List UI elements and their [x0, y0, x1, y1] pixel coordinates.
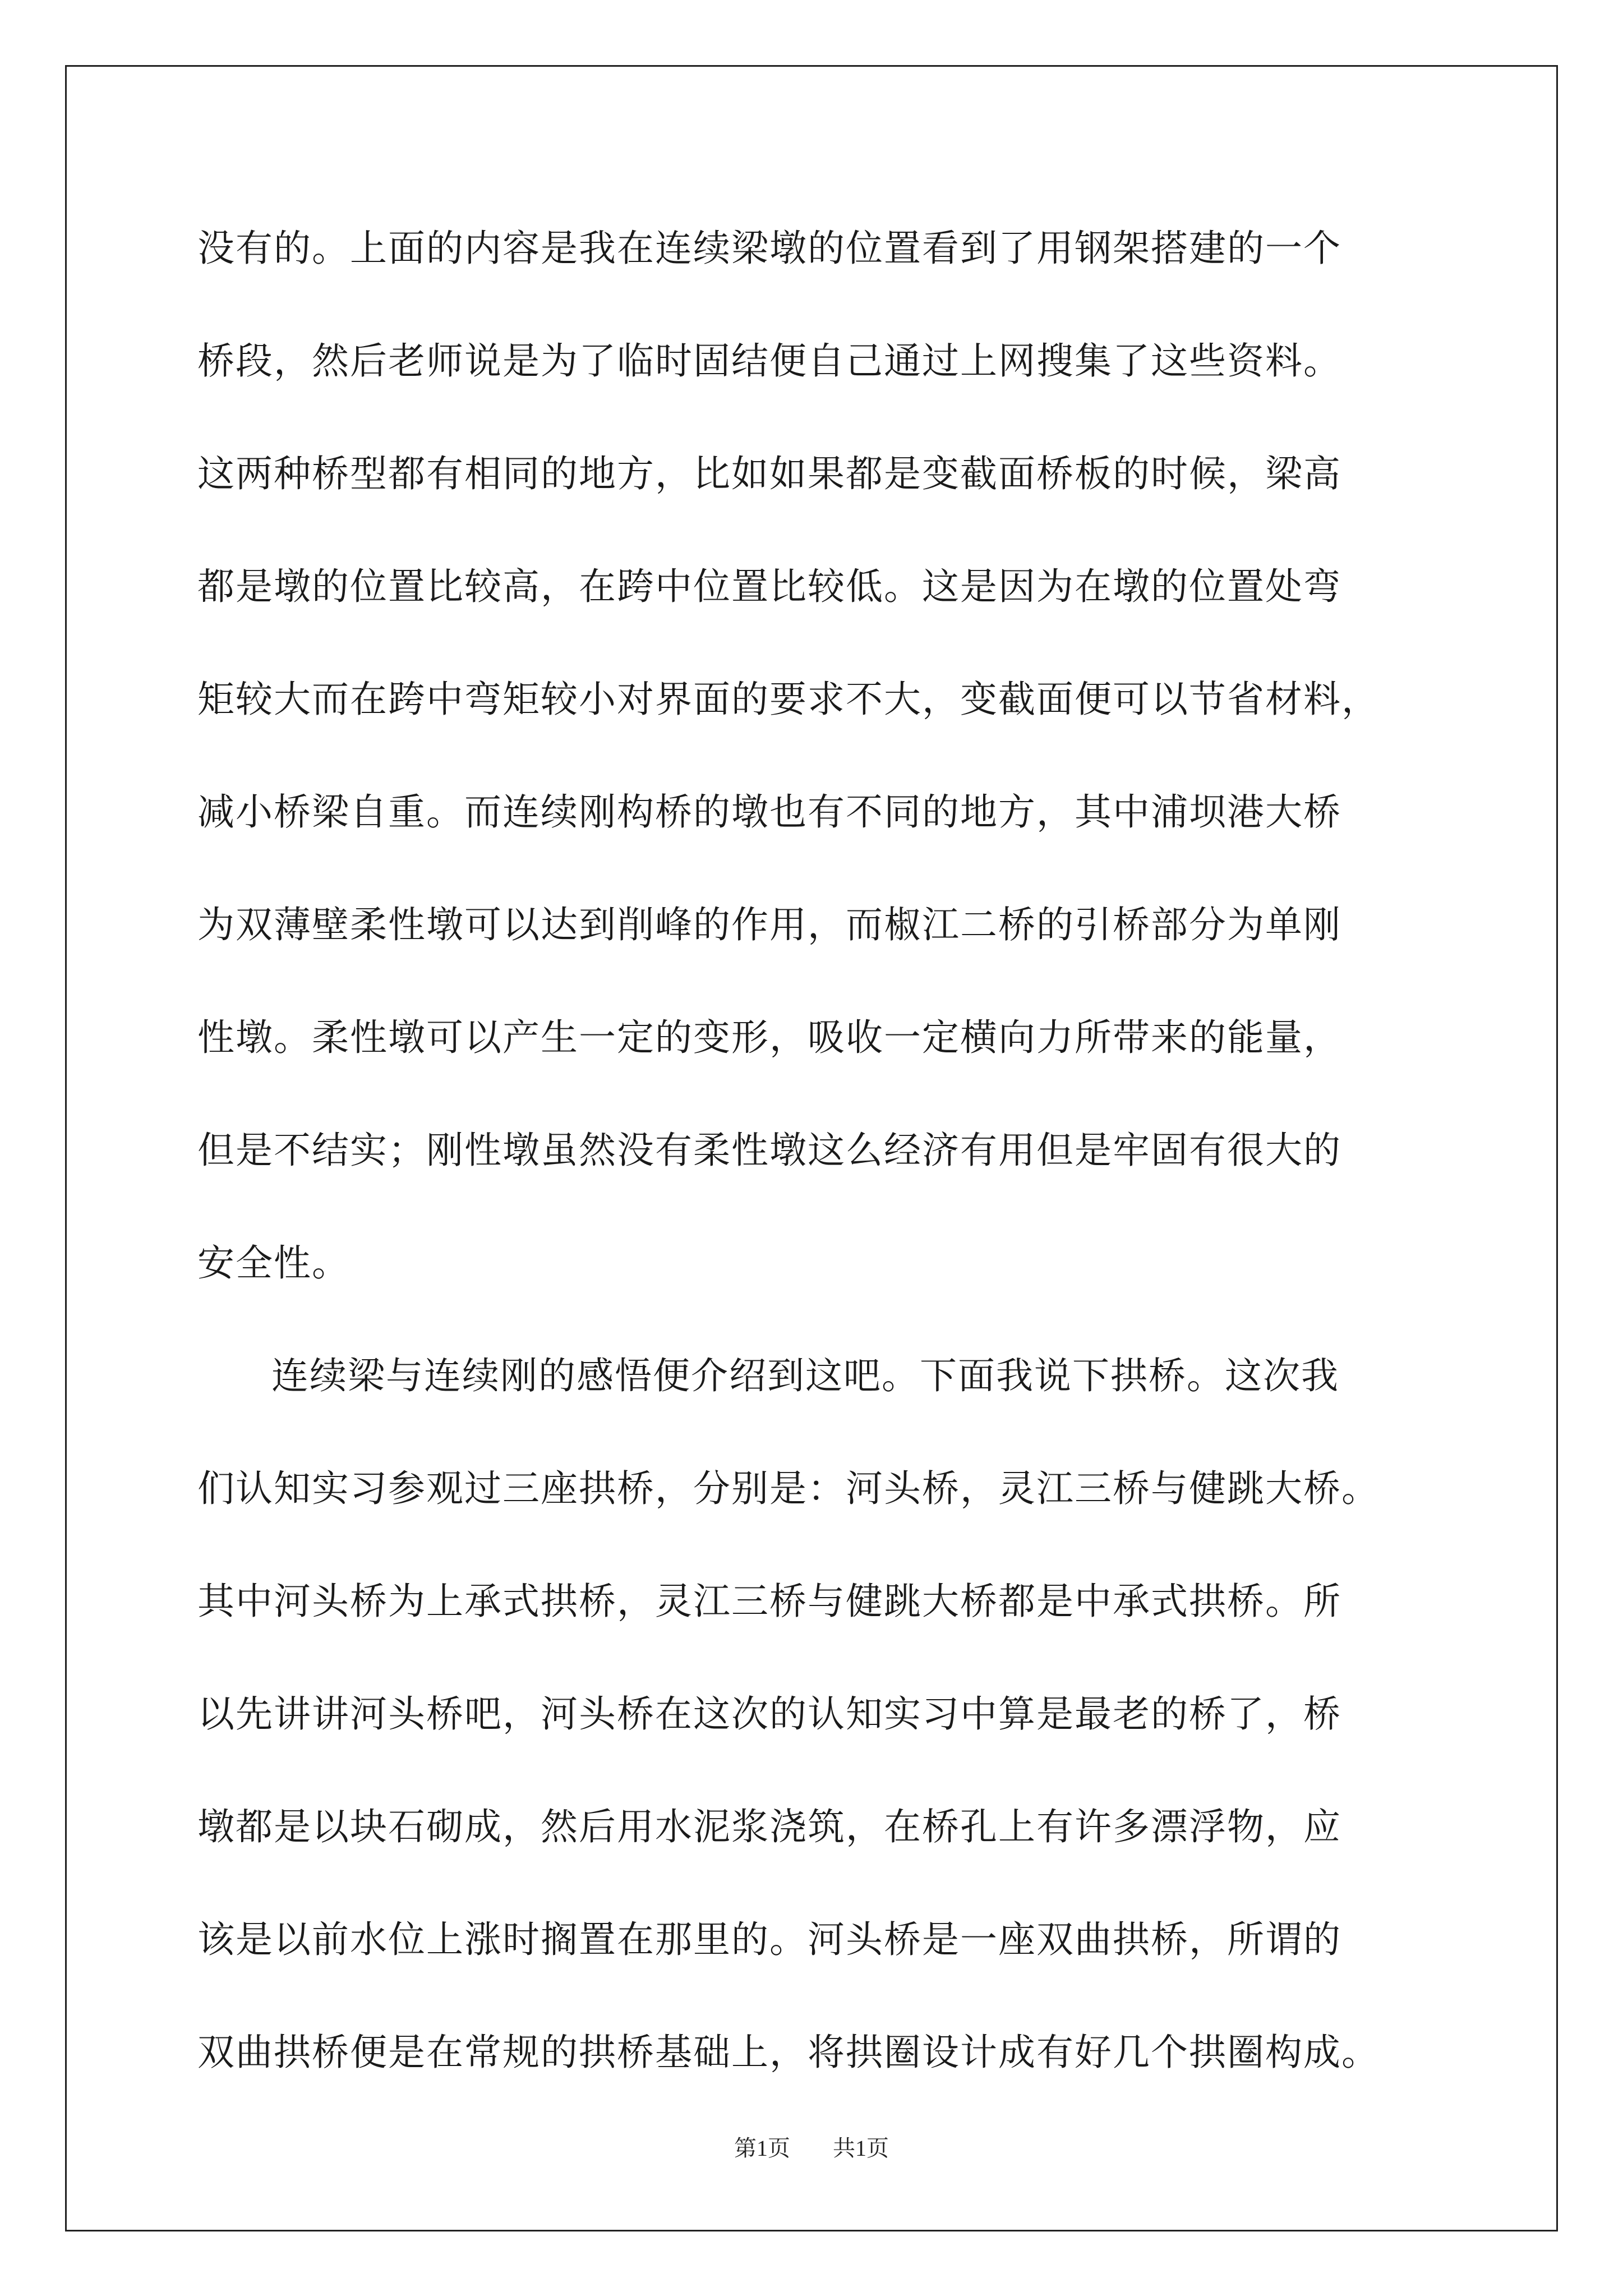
text-line: 双曲拱桥便是在常规的拱桥基础上，将拱圈设计成有好几个拱圈构成。 — [197, 2031, 1380, 2074]
text-line: 安全性。 — [197, 1241, 350, 1285]
text-line: 矩较大而在跨中弯矩较小对界面的要求不大，变截面便可以节省材料， — [197, 678, 1380, 721]
text-line: 这两种桥型都有相同的地方，比如如果都是变截面桥板的时候，梁高 — [197, 452, 1341, 495]
text-line: 为双薄壁柔性墩可以达到削峰的作用，而椒江二桥的引桥部分为单刚 — [197, 903, 1341, 946]
text-line-indented: 连续梁与连续刚的感悟便介绍到这吧。下面我说下拱桥。这次我 — [271, 1354, 1339, 1397]
text-line: 们认知实习参观过三座拱桥，分别是：河头桥，灵江三桥与健跳大桥。 — [197, 1467, 1380, 1510]
document-body — [197, 218, 1442, 2134]
text-line: 减小桥梁自重。而连续刚构桥的墩也有不同的地方，其中浦坝港大桥 — [197, 790, 1341, 834]
text-line: 没有的。上面的内容是我在连续梁墩的位置看到了用钢架搭建的一个 — [197, 227, 1341, 270]
text-line: 但是不结实；刚性墩虽然没有柔性墩这么经济有用但是牢固有很大的 — [197, 1129, 1341, 1172]
text-line: 桥段，然后老师说是为了临时固结便自己通过上网搜集了这些资料。 — [197, 339, 1341, 383]
page-number: 第1页 — [734, 2136, 790, 2161]
text-line: 其中河头桥为上承式拱桥，灵江三桥与健跳大桥都是中承式拱桥。所 — [197, 1580, 1341, 1623]
page-footer — [0, 2132, 1623, 2165]
text-line: 都是墩的位置比较高，在跨中位置比较低。这是因为在墩的位置处弯 — [197, 565, 1341, 608]
text-line: 该是以前水位上涨时搁置在那里的。河头桥是一座双曲拱桥，所谓的 — [197, 1918, 1341, 1961]
text-line: 墩都是以块石砌成，然后用水泥浆浇筑，在桥孔上有许多漂浮物，应 — [197, 1805, 1341, 1848]
text-line: 性墩。柔性墩可以产生一定的变形，吸收一定横向力所带来的能量， — [197, 1016, 1341, 1059]
text-line: 以先讲讲河头桥吧，河头桥在这次的认知实习中算是最老的桥了，桥 — [197, 1692, 1341, 1736]
page-total: 共1页 — [833, 2136, 889, 2161]
